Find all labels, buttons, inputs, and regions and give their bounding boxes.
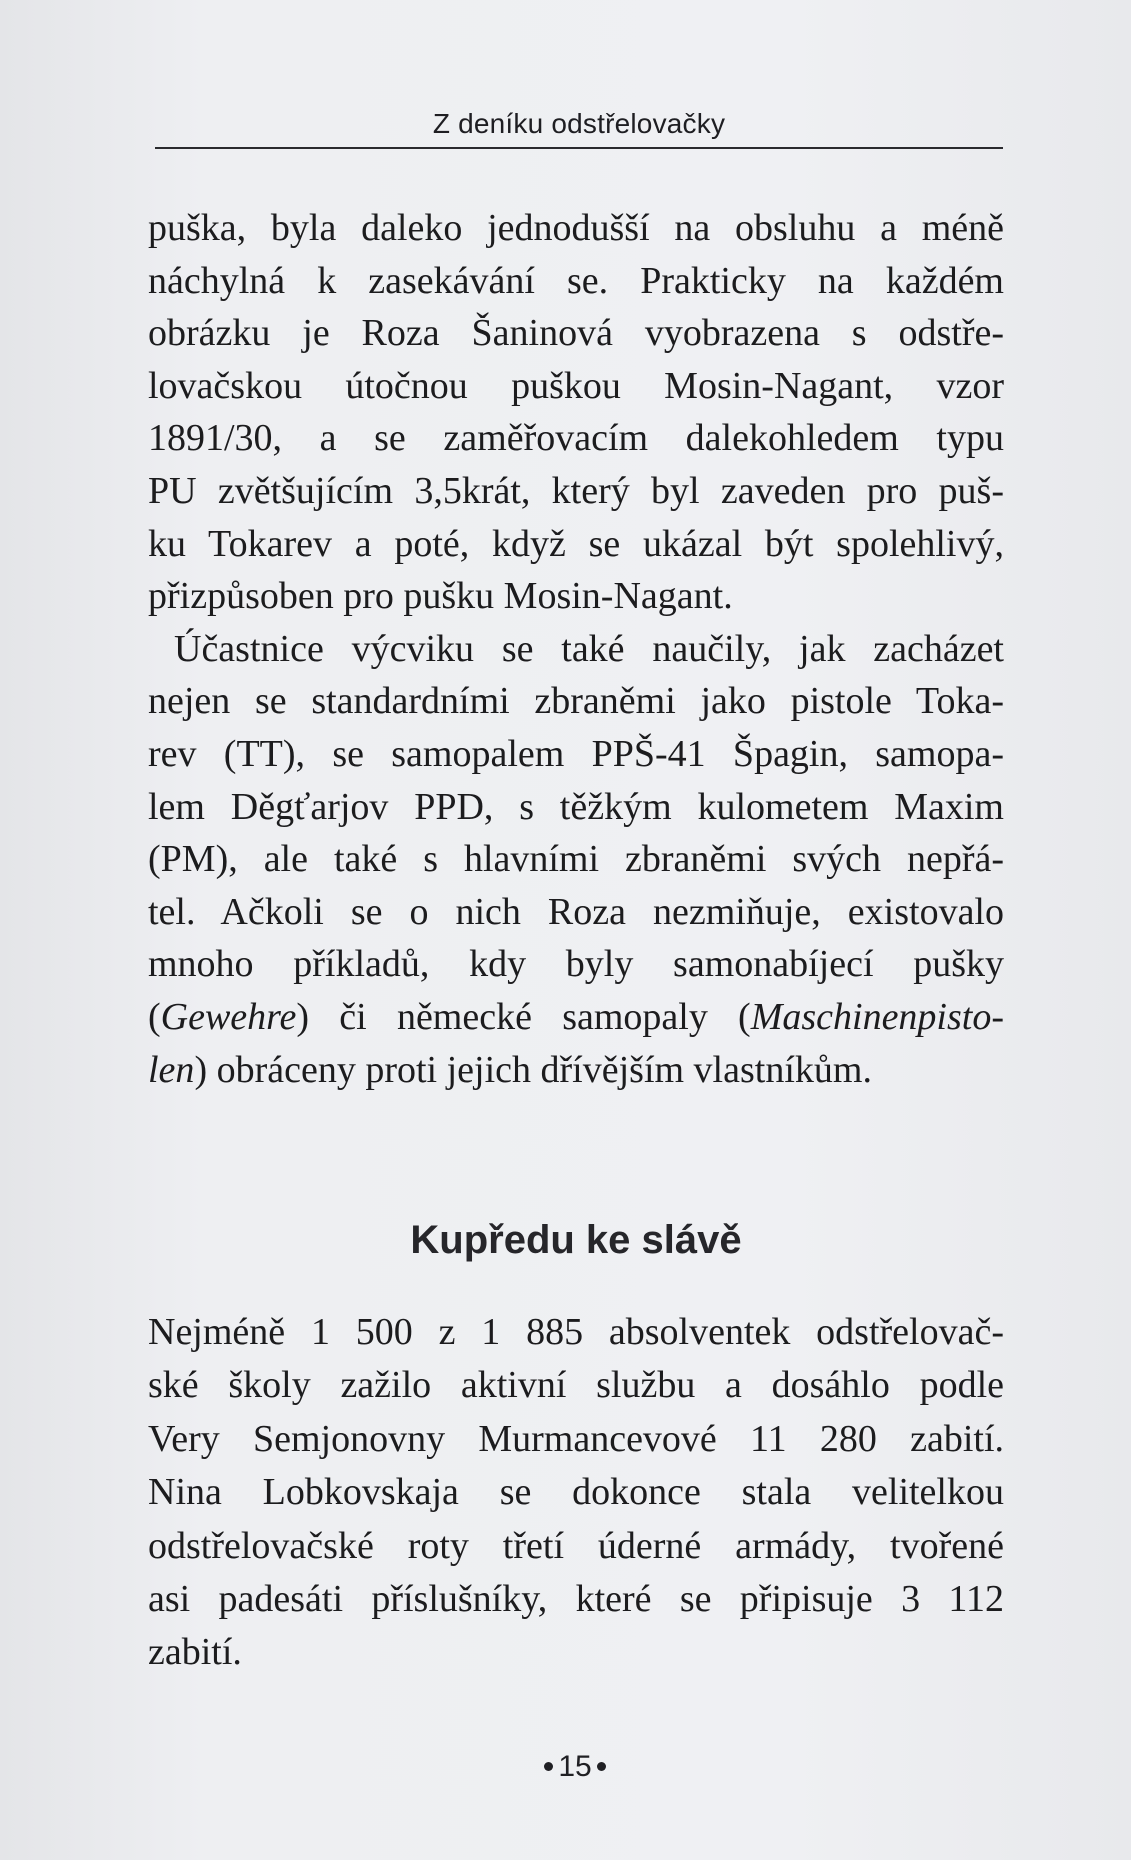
text-line: Very Semjonovny Murmancevové 11 280 zabití. — [148, 1417, 1004, 1460]
text-line-with-italics — [148, 991, 1004, 1044]
text-line: Nejméně 1 500 z 1 885 absolventek odstřelovač- — [148, 1311, 1004, 1353]
paragraph-continued — [148, 202, 1004, 1096]
section-heading: Kupředu ke slávě — [410, 1218, 742, 1262]
text-line: náchylná k zasekávání se. Prakticky na každém — [148, 259, 1004, 302]
text-line: lovačskou útočnou puškou Mosin-Nagant, vzor — [148, 364, 1004, 407]
text-line: PU zvětšujícím 3,5krát, který byl zaveden pro puš- — [148, 469, 1004, 512]
page-number: 15 — [558, 1750, 592, 1783]
text-line: puška, byla daleko jednodušší na obsluhu a méně — [148, 207, 1004, 249]
text-fragment: ) obráceny proti jejich dřívějším vlastníkům. — [194, 1048, 872, 1091]
text-line: odstřelovačské roty třetí úderné armády, tvořené — [148, 1524, 1004, 1567]
text-line: zabití. — [148, 1631, 242, 1674]
text-line: obrázku je Roza Šaninová vyobrazena s odstře- — [148, 312, 1004, 355]
bullet-icon — [544, 1762, 553, 1771]
italic-term-len: len — [148, 1048, 195, 1091]
text-line: 1891/30, a se zaměřovacím dalekohledem typu — [148, 417, 1004, 460]
text-line: Účastnice výcviku se také naučily, jak zacházet — [174, 627, 1004, 670]
text-line: nejen se standardními zbraněmi jako pistole Toka- — [148, 680, 1004, 723]
bullet-icon — [597, 1762, 606, 1771]
text-fragment: ) či německé samopaly ( — [296, 995, 751, 1038]
text-line: ské školy zažilo aktivní službu a dosáhlo podle — [148, 1364, 1004, 1407]
text-line: (PM), ale také s hlavními zbraněmi svých nepřá- — [148, 838, 1004, 881]
text-line-with-italics — [148, 1044, 1004, 1097]
text-line: lem Děgťarjov PPD, s těžkým kulometem Maxim — [148, 785, 1004, 828]
page-number-footer — [520, 1750, 630, 1784]
text-line: mnoho příkladů, kdy byly samonabíjecí pušky — [148, 943, 1004, 986]
text-line: přizpůsoben pro pušku Mosin-Nagant. — [148, 575, 733, 618]
italic-term-gewehre: Gewehre — [160, 995, 297, 1038]
text-line: Nina Lobkovskaja se dokonce stala velitelkou — [148, 1471, 1004, 1514]
paragraph-section — [148, 1306, 1004, 1680]
text-line: asi padesáti příslušníky, které se připisuje 3 112 — [148, 1578, 1004, 1621]
text-fragment: ( — [148, 995, 161, 1038]
header-rule — [155, 147, 1003, 149]
running-head: Z deníku odstřelovačky — [432, 108, 726, 139]
text-line: tel. Ačkoli se o nich Roza nezmiňuje, existovalo — [148, 890, 1004, 933]
italic-term-maschinenpistolen: Maschinenpisto- — [750, 995, 1004, 1038]
text-line: ku Tokarev a poté, když se ukázal být spolehlivý, — [148, 522, 1004, 565]
text-line: rev (TT), se samopalem PPŠ-41 Špagin, samopa- — [148, 732, 1004, 775]
